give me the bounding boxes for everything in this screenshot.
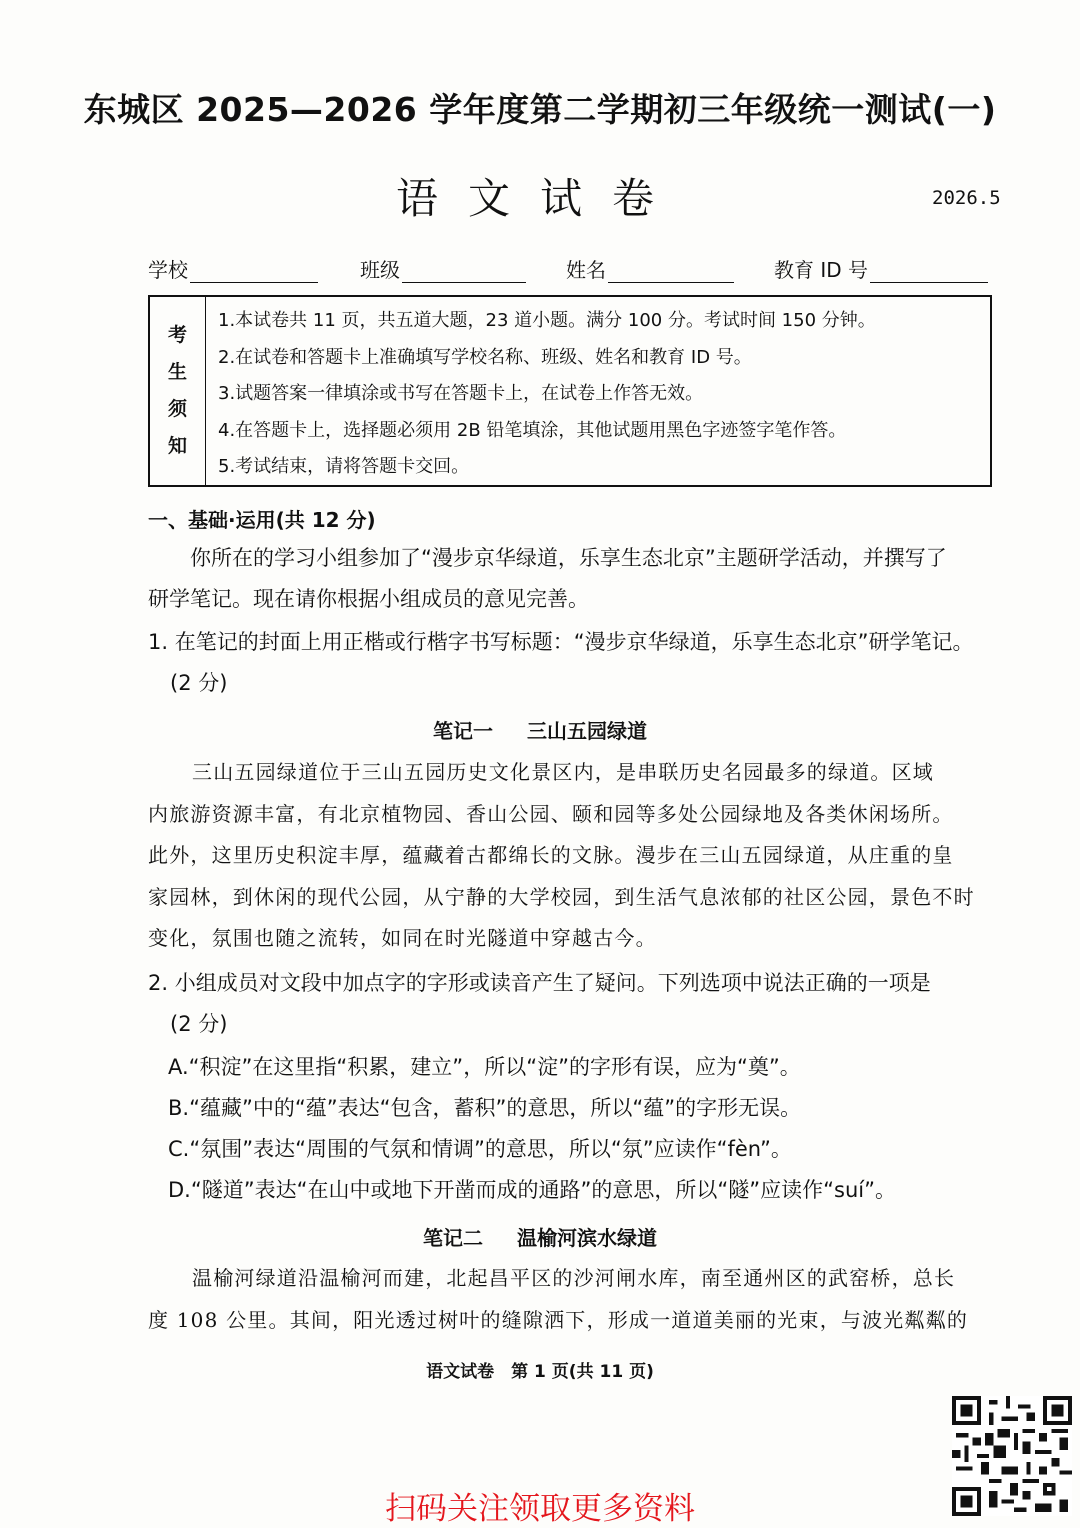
notice-items — [206, 297, 876, 485]
school-field[interactable] — [148, 254, 318, 283]
notice-item: 3.试题答案一律填涂或书写在答题卡上，在试卷上作答无效。 — [218, 383, 704, 404]
note-1-text: 三山五园绿道位于三山五园历史文化景区内，是串联历史名园最多的绿道。区域 内旅游资源丰富，有北京植物园、香山公园、颐和园等多处公园绿地及各类休闲场所。 此外，这里历史积淀丰厚，蕴藏着古都绵长的文脉。漫步在三山五园绿道，从庄重的皇 家园林，到休闲的现代公园，从宁静的大学校园，到生活气息浓郁的社区公园，景色不时 变化，氛围也随之流转，如同在时光隧道中穿越古今。 — [148, 760, 975, 950]
section-heading: 一、基础·运用(共 12 分) — [148, 508, 376, 532]
note-1-title: 笔记一 三山五园绿道 — [433, 719, 647, 743]
question-2: 2. 小组成员对文段中加点字的字形或读音产生了疑问。下列选项中说法正确的一项是 (2 分) — [148, 971, 931, 1036]
promo-text: 扫码关注领取更多资料 — [385, 1491, 695, 1527]
option-a[interactable]: A.“积淀”在这里指“积累，建立”，所以“淀”的字形有误，应为“奠”。 — [168, 1055, 801, 1079]
notice-item: 5.考试结束，请将答题卡交回。 — [218, 456, 470, 477]
question-1: 1. 在笔记的封面上用正楷或行楷字书写标题：“漫步京华绿道，乐享生态北京”研学笔记。 (2 分) — [148, 630, 974, 695]
option-b[interactable]: B.“蕴藏”中的“蕴”表达“包含，蓄积”的意思，所以“蕴”的字形无误。 — [168, 1096, 802, 1120]
class-label: 班级 — [360, 258, 400, 282]
education-id-label: 教育 ID 号 — [774, 258, 869, 282]
subject-title: 语文试卷 — [395, 174, 684, 223]
school-label: 学校 — [148, 258, 188, 282]
class-field[interactable] — [360, 254, 526, 283]
education-id-field[interactable] — [774, 254, 988, 283]
question-2-options — [168, 1047, 1028, 1211]
notice-item: 1.本试卷共 11 页，共五道大题，23 道小题。满分 100 分。考试时间 150 分钟。 — [218, 310, 876, 331]
page-footer: 语文试卷 第 1 页(共 11 页) — [426, 1362, 654, 1382]
option-d[interactable]: D.“隧道”表达“在山中或地下开凿而成的通路”的意思，所以“隧”应读作“suí”。 — [168, 1178, 896, 1202]
notice-item: 2.在试卷和答题卡上准确填写学校名称、班级、姓名和教育 ID 号。 — [218, 346, 752, 368]
exam-date: 2026.5 — [932, 187, 1001, 209]
name-label: 姓名 — [566, 258, 606, 282]
student-info-row — [148, 254, 998, 286]
exam-title: 东城区 2025—2026 学年度第二学期初三年级统一测试(一) — [83, 90, 997, 129]
note-2-text: 温榆河绿道沿温榆河而建，北起昌平区的沙河闸水库，南至通州区的武窑桥，总长 度 108 公里。其间，阳光透过树叶的缝隙洒下，形成一道道美丽的光束，与波光粼粼的 — [148, 1266, 969, 1332]
notice-label: 考 生 须 知 — [150, 297, 206, 485]
exam-notice-box — [148, 295, 992, 487]
option-c[interactable]: C.“氛围”表达“周围的气氛和情调”的意思，所以“氛”应读作“fèn”。 — [168, 1137, 792, 1161]
notice-item: 4.在答题卡上，选择题必须用 2B 铅笔填涂，其他试题用黑色字迹签字笔作答。 — [218, 419, 847, 441]
note-2-title: 笔记二 温榆河滨水绿道 — [423, 1226, 657, 1250]
section-intro: 你所在的学习小组参加了“漫步京华绿道，乐享生态北京”主题研学活动，并撰写了 研学笔记。现在请你根据小组成员的意见完善。 — [148, 546, 947, 611]
name-field[interactable] — [566, 254, 734, 283]
